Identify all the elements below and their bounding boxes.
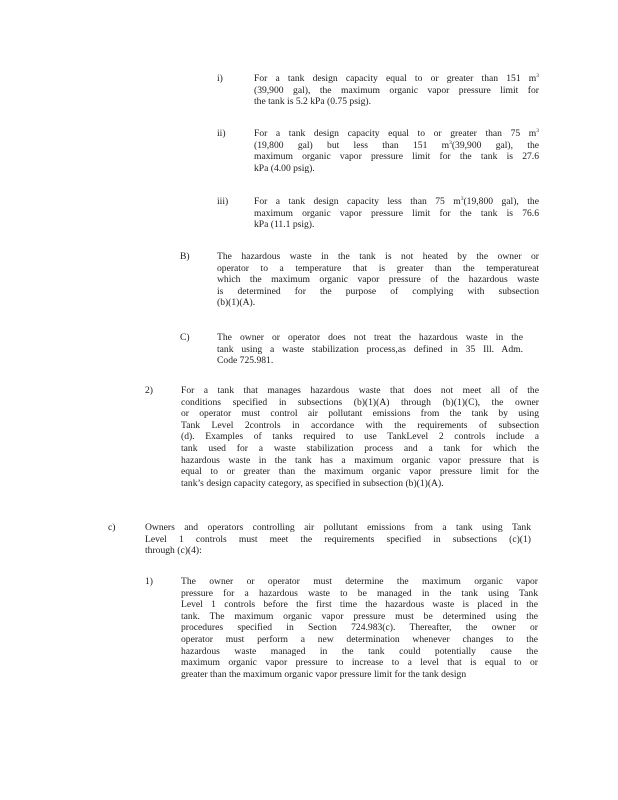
text-line: or operator must control air pollutant emissions from the tank by using bbox=[181, 408, 539, 420]
text-line: operator to a temperature that is greater than the temperatureat bbox=[217, 262, 539, 274]
clause-marker: c) bbox=[108, 522, 116, 533]
text-line: The owner or operator must determine the maximum organic vapor bbox=[181, 576, 538, 587]
text-line: Tank Level 2controls in accordance with the requirements of subsection bbox=[181, 419, 539, 431]
text-line: tank’s design capacity category, as specified in subsection (b)(1)(A). bbox=[181, 477, 444, 489]
clause-text bbox=[145, 522, 531, 557]
text-line: conditions specified in subsections (b)(1)(A) through (b)(1)(C), the owner bbox=[181, 396, 539, 408]
clause-text bbox=[181, 385, 539, 489]
text-line: procedures specified in Section 724.983(c). Thereafter, the owner or bbox=[181, 622, 538, 634]
text-line: tank using a waste stabilization process,as defined in 35 Ill. Adm. bbox=[217, 343, 523, 355]
text-line: maximum organic vapor pressure to increase to a level that is equal to or bbox=[181, 657, 538, 669]
text-line: hazardous waste in the tank has a maximum organic vapor pressure that is bbox=[181, 454, 539, 466]
text-line: (39,900 gal), the maximum organic vapor pressure limit for bbox=[254, 84, 539, 96]
text-line: (b)(1)(A). bbox=[217, 297, 256, 309]
text-line: Owners and operators controlling air pollutant emissions from a tank using Tank bbox=[145, 522, 531, 533]
clause-marker: C) bbox=[180, 332, 190, 343]
text-line: (19,800 gal) but less than 151 $m^3(39,900$ gal), the bbox=[254, 139, 539, 151]
text-line: tank used for a waste stabilization process and a tank for which the bbox=[181, 442, 539, 454]
text-line: which the maximum organic vapor pressure of the hazardous waste bbox=[217, 274, 539, 286]
text-line: equal to or greater than the maximum organic vapor pressure limit for the bbox=[181, 466, 539, 478]
text-line: For a tank that manages hazardous waste that does not meet all of the bbox=[181, 385, 539, 396]
clause-text bbox=[254, 196, 539, 231]
text-line: pressure for a hazardous waste to be managed in the tank using Tank bbox=[181, 587, 538, 599]
text-line: the tank is 5.2 kPa (0.75 psig). bbox=[254, 96, 371, 108]
text-line: greater than the maximum organic vapor pressure limit for the tank design bbox=[181, 668, 467, 680]
text-line: Level 1 controls must meet the requirements specified in subsections (c)(1) bbox=[145, 533, 531, 545]
text-line: is determined for the purpose of complying with subsection bbox=[217, 285, 539, 297]
clause-text bbox=[217, 251, 539, 309]
clause-marker: ii) bbox=[217, 128, 226, 139]
text-line: For a tank design capacity less than 75 $m^3(19,800$ gal), the bbox=[254, 196, 539, 207]
clause-text bbox=[217, 332, 523, 367]
clause-text bbox=[254, 73, 539, 108]
text-line: operator must perform a new determination whenever changes to the bbox=[181, 633, 538, 645]
clause-marker: 2) bbox=[145, 385, 153, 396]
clause-marker: i) bbox=[217, 73, 223, 84]
text-line: Level 1 controls before the first time the hazardous waste is placed in the bbox=[181, 599, 538, 611]
text-line: For a tank design capacity equal to or greater than 75 $m^3$ bbox=[254, 128, 539, 139]
superscript: 3 bbox=[536, 73, 539, 79]
text-line: kPa (11.1 psig). bbox=[254, 219, 315, 231]
clause-text bbox=[181, 576, 538, 680]
text-line: The owner or operator does not treat the hazardous waste in the bbox=[217, 332, 523, 343]
clause-marker: iii) bbox=[217, 196, 229, 207]
text-line: kPa (4.00 psig). bbox=[254, 162, 315, 174]
superscript: 3 bbox=[460, 196, 464, 202]
text-line: through (c)(4): bbox=[145, 545, 202, 557]
text-line: maximum organic vapor pressure limit for the tank is 27.6 bbox=[254, 151, 539, 163]
text-line: For a tank design capacity equal to or greater than 151 $m^3$ bbox=[254, 73, 539, 84]
text-line: tank. The maximum organic vapor pressure must be determined using the bbox=[181, 610, 538, 622]
superscript: 3 bbox=[449, 139, 452, 146]
text-line: hazardous waste managed in the tank could potentially cause the bbox=[181, 645, 538, 657]
text-line: (d). Examples of tanks required to use TankLevel 2 controls include a bbox=[181, 431, 539, 443]
clause-marker: 1) bbox=[145, 576, 153, 587]
clause-text bbox=[254, 128, 539, 174]
text-line: maximum organic vapor pressure limit for the tank is 76.6 bbox=[254, 207, 539, 219]
clause-marker: B) bbox=[180, 251, 190, 262]
text-line: Code 725.981. bbox=[217, 355, 274, 367]
text-line: The hazardous waste in the tank is not heated by the owner or bbox=[217, 251, 539, 262]
superscript: 3 bbox=[536, 128, 539, 134]
